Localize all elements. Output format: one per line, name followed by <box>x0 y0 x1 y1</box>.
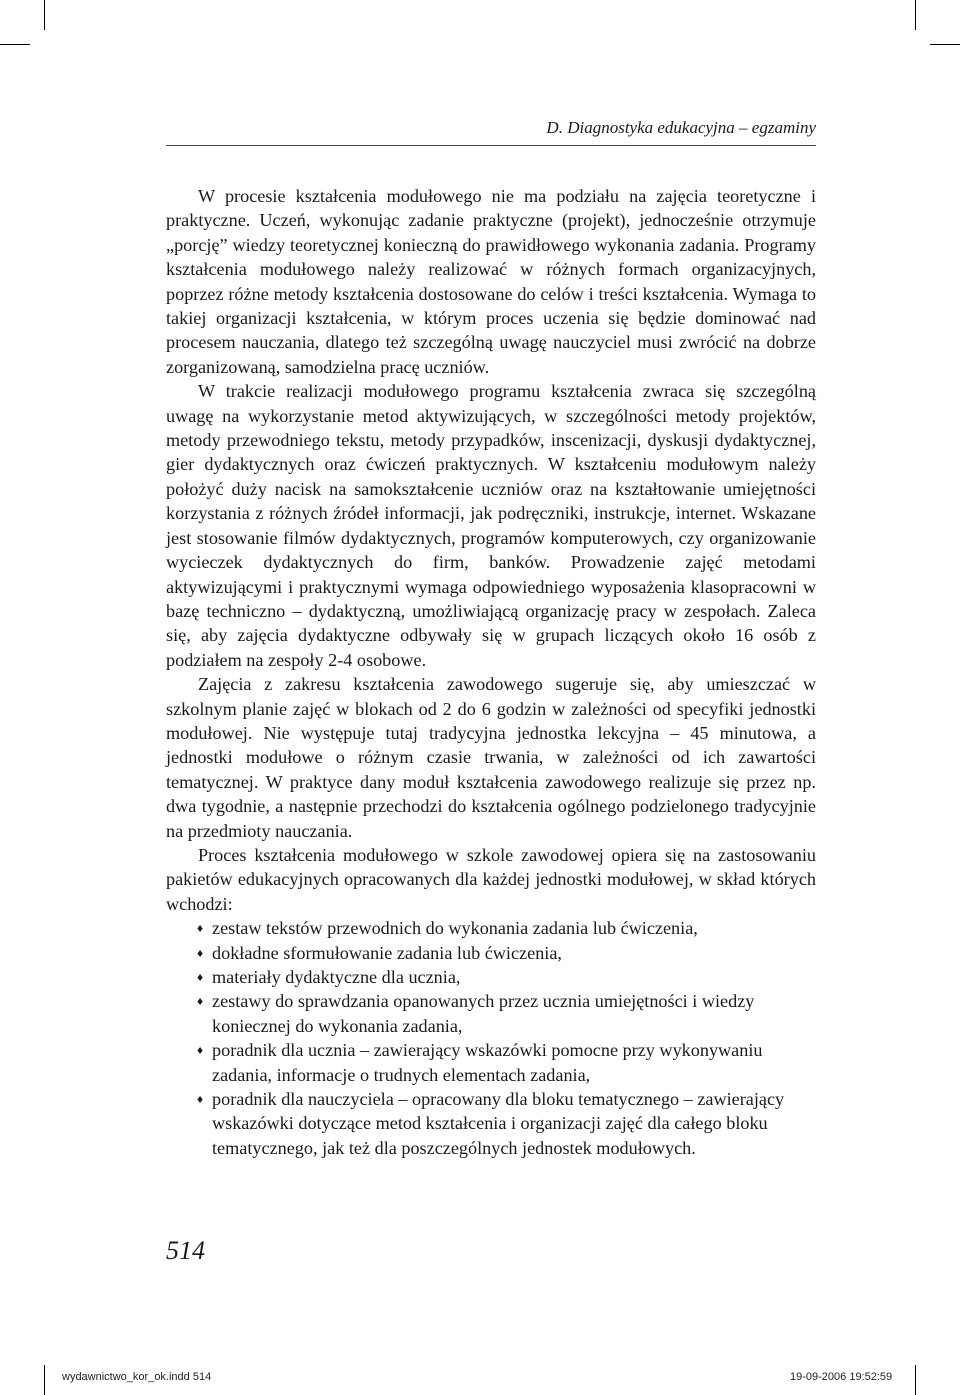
header-rule <box>166 145 816 146</box>
list-item-text: materiały dydaktyczne dla ucznia, <box>212 967 461 987</box>
list-item <box>197 989 816 1038</box>
crop-mark-bottom-left <box>44 1365 45 1395</box>
diamond-bullet-icon: ♦ <box>197 1043 204 1058</box>
list-item-text: zestawy do sprawdzania opanowanych przez ucznia umiejętności i wiedzy koniecznej do wykonania zadania, <box>212 991 755 1036</box>
list-item <box>197 965 816 989</box>
list-item-text: dokładne sformułowanie zadania lub ćwiczenia, <box>212 942 562 963</box>
list-item <box>197 916 816 940</box>
bullet-list <box>166 916 816 1160</box>
diamond-bullet-icon: ♦ <box>197 994 204 1009</box>
paragraph: W procesie kształcenia modułowego nie ma podziału na zajęcia teoretyczne i praktyczne. Uczeń, wykonując zadanie praktyczne (projekt), jednocześnie otrzymuje „porcję” wiedzy teoretycznej konieczną do prawidłowego wykonania zadania. Programy kształcenia modułowego należy realizować w różnych formach organizacyjnych, poprzez różne metody kształcenia dostosowane do celów i treści kształcenia. Wymaga to takiej organizacji kształcenia, w którym proces uczenia się będzie dominować nad procesem nauczania, dlatego też szczególną uwagę nauczyciel musi zwrócić na dobrze zorganizowaną, samodzielna pracę uczniów. <box>166 186 816 377</box>
diamond-bullet-icon: ♦ <box>197 921 204 936</box>
list-item-text: poradnik dla ucznia – zawierający wskazówki pomocne przy wykonywaniu zadania, informacje o trudnych elementach zadania, <box>212 1040 763 1085</box>
running-title: D. Diagnostyka edukacyjna – egzaminy <box>546 118 816 137</box>
diamond-bullet-icon: ♦ <box>197 970 204 984</box>
list-item <box>197 1087 816 1160</box>
crop-mark-top-left <box>44 0 45 30</box>
list-item-text: zestaw tekstów przewodnich do wykonania zadania lub ćwiczenia, <box>212 918 698 939</box>
slug-datetime: 19-09-2006 19:52:59 <box>790 1371 893 1383</box>
crop-mark-top-left-h <box>0 44 30 45</box>
slug-file: wydawnictwo_kor_ok.indd 514 <box>62 1371 212 1383</box>
diamond-bullet-icon: ♦ <box>197 945 204 960</box>
main-text <box>166 184 816 1160</box>
list-item <box>197 1038 816 1087</box>
paragraph: Proces kształcenia modułowego w szkole zawodowej opiera się na zastosowaniu pakietów edukacyjnych opracowanych dla każdej jednostki modułowej, w skład których wchodzi: <box>166 844 816 914</box>
paragraph: Zajęcia z zakresu kształcenia zawodowego sugeruje się, aby umieszczać w szkolnym planie zajęć w blokach od 2 do 6 godzin w zależności od specyfiki jednostki modułowej. Nie występuje tutaj tradycyjna jednostka lekcyjna – 45 minutowa, a jednostki modułowe o różnym czasie trwania, w zależności od ich zawartości tematycznej. W praktyce dany moduł kształcenia zawodowego realizuje się przez np. dwa tygodnie, a następnie przechodzi do kształcenia ogólnego podzielonego tradycyjnie na przedmioty nauczania. <box>166 674 816 841</box>
page-number: 514 <box>166 1236 205 1265</box>
crop-mark-bottom-right <box>915 1365 916 1395</box>
crop-mark-top-right <box>915 0 916 30</box>
list-item <box>197 941 816 965</box>
list-item-text: poradnik dla nauczyciela – opracowany dla bloku tematycznego – zawierający wskazówki dotyczące metod kształcenia i organizacji zajęć dla całego bloku tematycznego, jak też dla poszczególnych jednostek modułowych. <box>212 1089 785 1158</box>
paragraph: W trakcie realizacji modułowego programu kształcenia zwraca się szczególną uwagę na wykorzystanie metod aktywizujących, w szczególności metody projektów, metody przewodniego tekstu, metody przypadków, inscenizacji, dyskusji dydaktycznej, gier dydaktycznych oraz ćwiczeń praktycznych. W kształceniu modułowym należy położyć duży nacisk na samokształcenie uczniów oraz na kształtowanie umiejętności korzystania z różnych źródeł informacji, jak podręczniki, instrukcje, internet. Wskazane jest stosowanie filmów dydaktycznych, programów komputerowych, czy organizowanie wycieczek dydaktycznych do firm, banków. Prowadzenie zajęć metodami aktywizującymi i praktycznymi wymaga odpowiedniego wyposażenia klasopracowni w bazę techniczno – dydaktyczną, umożliwiającą organizację pracy w zespołach. Zaleca się, aby zajęcia dydaktyczne odbywały się w grupach liczących około 16 osób z podziałem na zespoły 2-4 osobowe. <box>166 381 816 670</box>
diamond-bullet-icon: ♦ <box>197 1092 204 1107</box>
crop-mark-top-right-h <box>930 44 960 45</box>
